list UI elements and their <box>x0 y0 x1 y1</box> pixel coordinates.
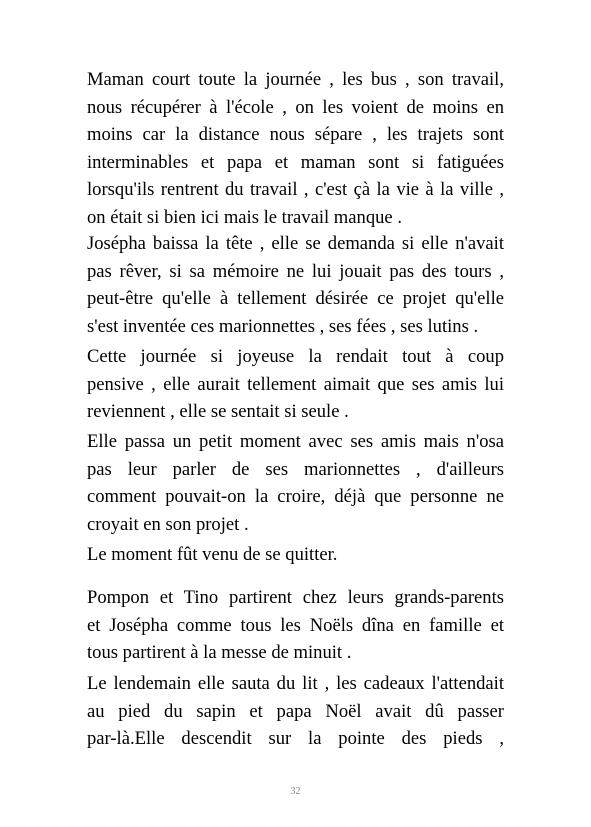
text-line: par-là.Elle descendit sur la pointe des pieds , <box>87 728 504 749</box>
text-line: tous partirent à la messe de minuit . <box>87 642 352 663</box>
paragraph-2 <box>87 230 504 340</box>
text-line: nous récupérer à l'école , on les voient de moins en <box>87 96 504 118</box>
text-line: Josépha baissa la tête , elle se demanda si elle n'avait <box>87 233 504 254</box>
text-line: comment pouvait-on la croire, déjà que personne ne <box>87 486 504 507</box>
text-line: pensive , elle aurait tellement aimait que ses amis lui <box>87 373 504 395</box>
paragraph-4 <box>87 428 504 538</box>
text-line: Elle passa un petit moment avec ses amis mais n'osa <box>87 431 504 452</box>
paragraph-3 <box>87 343 504 426</box>
paragraph-5 <box>87 541 504 569</box>
text-line: s'est inventée ces marionnettes , ses fées , ses lutins . <box>87 315 479 337</box>
text-line: Le lendemain elle sauta du lit , les cadeaux l'attendait <box>87 673 504 694</box>
text-line: croyait en son projet . <box>87 513 249 535</box>
text-line: interminables et papa et maman sont si fatiguées <box>87 151 504 173</box>
text-line: on était si bien ici mais le travail manque . <box>87 206 402 228</box>
text-line: peut-être qu'elle à tellement désirée ce projet qu'elle <box>87 288 504 309</box>
paragraph-7 <box>87 670 504 753</box>
page-number: 32 <box>290 786 301 797</box>
text-line: Cette journée si joyeuse la rendait tout à coup <box>87 346 504 367</box>
text-line: Le moment fût venu de se quitter. <box>87 544 338 565</box>
text-line: au pied du sapin et papa Noël avait dû passer <box>87 700 504 722</box>
text-line: pas rêver, si sa mémoire ne lui jouait pas des tours , <box>87 260 504 282</box>
paragraph-6 <box>87 584 504 667</box>
text-line: et Josépha comme tous les Noëls dîna en famille et <box>87 614 504 636</box>
text-line: pas leur parler de ses marionnettes , d'ailleurs <box>87 458 504 480</box>
text-line: lorsqu'ils rentrent du travail , c'est çà la vie à la ville , <box>87 179 504 200</box>
text-line: reviennent , elle se sentait si seule . <box>87 401 349 422</box>
text-line: Pompon et Tino partirent chez leurs grands-parents <box>87 587 504 608</box>
paragraph-1 <box>87 66 504 231</box>
text-line: moins car la distance nous sépare , les trajets sont <box>87 124 504 145</box>
text-line: Maman court toute la journée , les bus , son travail, <box>87 69 504 90</box>
